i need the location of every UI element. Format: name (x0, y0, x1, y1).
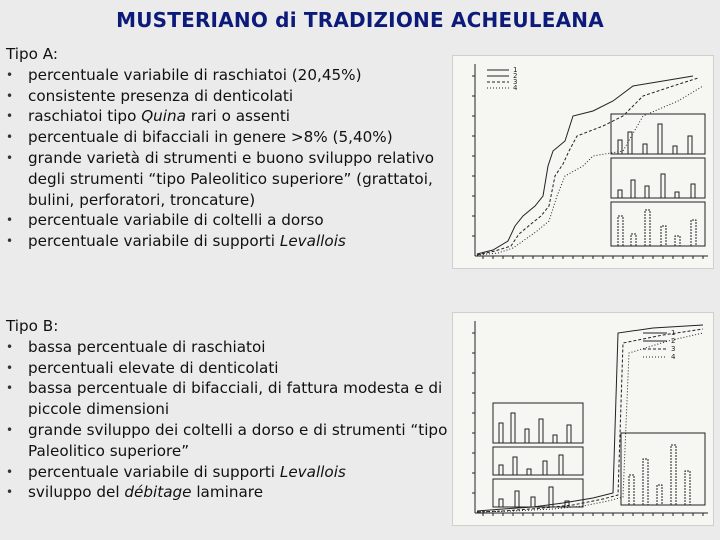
tipo-a-item: • percentuale variabile di raschiatoi (20,45%) (6, 65, 456, 86)
legend-number: 1 (671, 329, 676, 337)
italic-term: Levallois (279, 232, 346, 251)
tipo-b-section (6, 316, 456, 503)
tipo-a-item: • percentuale variabile di coltelli a dorso (6, 210, 456, 231)
italic-term: Levallois (279, 462, 346, 481)
tipo-b-item: • bassa percentuale di bifacciali, di fattura modesta e di piccole dimensioni (6, 378, 456, 420)
legend-number: 2 (513, 72, 518, 80)
text-part: laminare (191, 483, 264, 502)
text-part: percentuale variabile di supporti (28, 232, 280, 251)
tipo-a-list (6, 65, 456, 252)
tipo-b-list (6, 337, 456, 503)
legend-number: 3 (671, 345, 676, 353)
text-part: raschiatoi tipo (28, 107, 142, 126)
tipo-b-item: • bassa percentuale di raschiatoi (6, 337, 456, 358)
tipo-b-item (6, 482, 456, 503)
legend-number: 1 (513, 66, 518, 74)
italic-term: débitage (124, 483, 192, 502)
tipo-b-item: • percentuali elevate di denticolati (6, 358, 456, 379)
tipo-b-item (6, 462, 456, 483)
tipo-a-heading: Tipo A: (6, 45, 59, 63)
tipo-a-section (6, 44, 456, 252)
tipo-b-item: • grande sviluppo dei coltelli a dorso e di strumenti “tipo Paleolitico superiore” (6, 420, 456, 462)
tipo-a-item: • percentuale di bifacciali in genere >8% (5,40%) (6, 127, 456, 148)
italic-term: Quina (141, 107, 186, 126)
legend-number: 2 (671, 337, 676, 345)
tipo-a-item (6, 231, 456, 252)
tipo-a-item: • grande varietà di strumenti e buono sviluppo relativo degli strumenti “tipo Paleolitico superiore” (grattatoi, bulini, perforatori, troncature) (6, 148, 456, 210)
legend-number: 4 (671, 353, 676, 361)
cumulative-graph-b-drawing (453, 313, 713, 525)
legend-number: 3 (513, 78, 518, 86)
text-part: rari o assenti (185, 107, 291, 126)
tipo-a-item (6, 106, 456, 127)
text-part: percentuale variabile di supporti (28, 462, 280, 481)
cumulative-graph-a-drawing (453, 56, 713, 268)
tipo-a-item: • consistente presenza di denticolati (6, 86, 456, 107)
slide-title: MUSTERIANO di TRADIZIONE ACHEULEANA (116, 8, 604, 32)
text-part: sviluppo del (28, 483, 125, 502)
cumulative-graph-b (452, 312, 714, 526)
legend-number: 4 (513, 84, 518, 92)
cumulative-graph-a (452, 55, 714, 269)
tipo-b-heading: Tipo B: (6, 317, 59, 335)
